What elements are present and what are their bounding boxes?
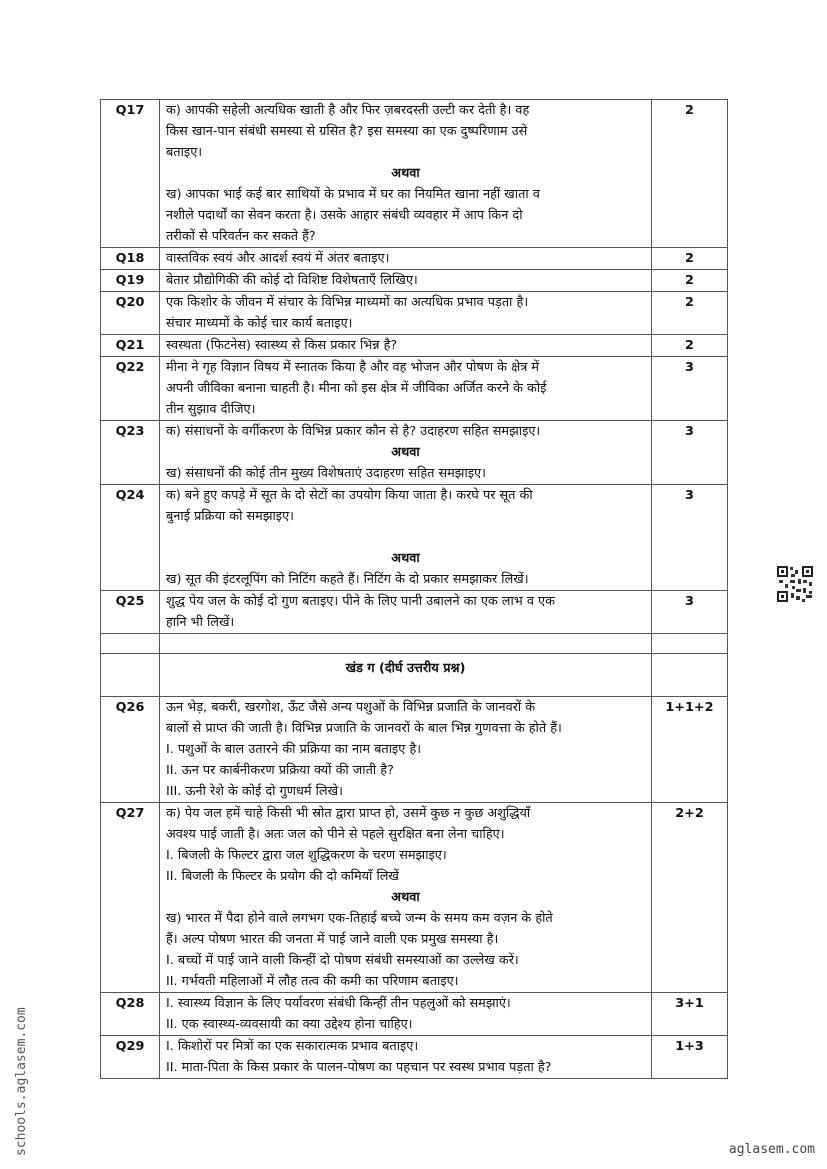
question-line: संचार माध्यमों के कोई चार कार्य बताइए। <box>166 316 353 331</box>
question-line: I. स्वास्थ्य विज्ञान के लिए पर्यावरण संबंधी किन्हीं तीन पहलुओं को समझाएं। <box>166 996 511 1011</box>
or-label: अथवा <box>391 445 420 460</box>
question-table <box>100 99 728 1079</box>
blank-row <box>101 634 728 654</box>
question-text <box>160 993 652 1036</box>
question-text <box>160 292 652 335</box>
question-number: Q24 <box>101 485 160 591</box>
question-line: वास्तविक स्वयं और आदर्श स्वयं में अंतर बताइए। <box>166 251 390 266</box>
marks: 2 <box>652 248 728 270</box>
question-line: बुनाई प्रक्रिया को समझाइए। <box>166 509 295 524</box>
side-watermark: schools.aglasem.com <box>14 1007 29 1156</box>
question-text <box>160 100 652 248</box>
qr-code <box>776 565 814 603</box>
question-number: Q26 <box>101 697 160 803</box>
question-line: स्वस्थता (फिटनेस) स्वास्थ्य से किस प्रकार भिन्न है? <box>166 338 398 353</box>
marks: 2 <box>652 100 728 248</box>
question-line: II. गर्भवती महिलाओं में लौह तत्व की कमी का परिणाम बताइए। <box>166 974 459 989</box>
question-number: Q29 <box>101 1036 160 1079</box>
question-row <box>101 421 728 485</box>
question-number: Q21 <box>101 335 160 357</box>
section-row <box>101 654 728 697</box>
question-line: नशीले पदार्थों का सेवन करता है। उसके आहार संबंधी व्यवहार में आप किन दो <box>166 208 523 223</box>
question-text <box>160 697 652 803</box>
marks: 2+2 <box>652 803 728 993</box>
question-number: Q27 <box>101 803 160 993</box>
question-number: Q22 <box>101 357 160 421</box>
question-line: क) बने हुए कपड़े में सूत के दो सेटों का उपयोग किया जाता है। करघे पर सूत की <box>166 488 533 503</box>
blank-cell <box>652 634 728 654</box>
question-row <box>101 697 728 803</box>
section-cell-right <box>652 654 728 697</box>
question-row <box>101 485 728 591</box>
marks: 2 <box>652 292 728 335</box>
question-number: Q28 <box>101 993 160 1036</box>
question-row <box>101 100 728 248</box>
question-line: हैं। अल्प पोषण भारत की जनता में पाई जाने वाली एक प्रमुख समस्या है। <box>166 932 499 947</box>
marks: 3 <box>652 485 728 591</box>
marks: 3 <box>652 591 728 634</box>
question-line: क) संसाधनों के वर्गीकरण के विभिन्न प्रकार कौन से है? उदाहरण सहित समझाइए। <box>166 424 541 439</box>
question-line: I. बिजली के फिल्टर द्वारा जल शुद्धिकरण के चरण समझाइए। <box>166 848 447 863</box>
question-line: तीन सुझाव दीजिए। <box>166 402 256 417</box>
marks: 3 <box>652 421 728 485</box>
section-cell-left <box>101 654 160 697</box>
question-line: I. बच्चों में पाई जाने वाली किन्हीं दो पोषण संबंधी समस्याओं का उल्लेख करें। <box>166 953 519 968</box>
question-row <box>101 335 728 357</box>
question-number: Q18 <box>101 248 160 270</box>
marks: 3+1 <box>652 993 728 1036</box>
question-line: ख) सूत की इंटरलूपिंग को निटिंग कहते हैं। निटिंग के दो प्रकार समझाकर लिखें। <box>166 572 529 587</box>
question-line: तरीकों से परिवर्तन कर सकते हैं? <box>166 229 316 244</box>
question-row <box>101 292 728 335</box>
question-line: ऊन भेड़, बकरी, खरगोश, ऊँट जैसे अन्य पशुओं के विभिन्न प्रजाति के जानवरों के <box>166 700 536 715</box>
question-line: I. पशुओं के बाल उतारने की प्रक्रिया का नाम बताइए है। <box>166 742 422 757</box>
or-label: अथवा <box>391 890 420 905</box>
question-row <box>101 1036 728 1079</box>
question-number: Q20 <box>101 292 160 335</box>
question-text <box>160 485 652 591</box>
question-number: Q19 <box>101 270 160 292</box>
question-line: बेतार प्रौद्योगिकी की कोई दो विशिष्ट विशेषताएँ लिखिए। <box>166 273 418 288</box>
question-text <box>160 357 652 421</box>
question-row <box>101 270 728 292</box>
question-text <box>160 591 652 634</box>
question-number: Q17 <box>101 100 160 248</box>
question-line: क) पेय जल हमें चाहे किसी भी स्रोत द्वारा प्राप्त हो, उसमें कुछ न कुछ अशुद्धियाँ <box>166 806 531 821</box>
question-line: बताइए। <box>166 145 203 160</box>
marks: 1+1+2 <box>652 697 728 803</box>
bottom-watermark: aglasem.com <box>728 1142 815 1157</box>
question-line: अपनी जीविका बनाना चाहती है। मीना को इस क्षेत्र में जीविका अर्जित करने के कोई <box>166 381 547 396</box>
question-text <box>160 1036 652 1079</box>
marks: 3 <box>652 357 728 421</box>
or-label: अथवा <box>391 166 420 181</box>
question-line: क) आपकी सहेली अत्यधिक खाती है और फिर ज़बरदस्ती उल्टी कर देती है। वह <box>166 103 530 118</box>
question-row <box>101 803 728 993</box>
question-line: ख) संसाधनों की कोई तीन मुख्य विशेषताएं उदाहरण सहित समझाइए। <box>166 466 486 481</box>
question-line: हानि भी लिखें। <box>166 615 235 630</box>
question-row <box>101 591 728 634</box>
question-line: एक किशोर के जीवन में संचार के विभिन्न माध्यमों का अत्यधिक प्रभाव पड़ता है। <box>166 295 529 310</box>
question-line: ख) भारत में पैदा होने वाले लगभग एक-तिहाई बच्चे जन्म के समय कम वज़न के होते <box>166 911 553 926</box>
section-cell <box>160 654 652 697</box>
question-text <box>160 335 652 357</box>
question-line: मीना ने गृह विज्ञान विषय में स्नातक किया है और वह भोजन और पोषण के क्षेत्र में <box>166 360 540 375</box>
question-row <box>101 357 728 421</box>
question-line: III. ऊनी रेशे के कोई दो गुणधर्म लिखे। <box>166 784 343 799</box>
question-line: I. किशोरों पर मित्रों का एक सकारात्मक प्रभाव बताइए। <box>166 1039 419 1054</box>
question-text <box>160 421 652 485</box>
marks: 2 <box>652 270 728 292</box>
question-number: Q25 <box>101 591 160 634</box>
question-line: II. बिजली के फिल्टर के प्रयोग की दो कमियाँ लिखें <box>166 869 399 884</box>
section-title: खंड ग (दीर्घ उत्तरीय प्रश्न) <box>345 661 466 676</box>
or-label: अथवा <box>391 551 420 566</box>
question-row <box>101 993 728 1036</box>
question-line: ख) आपका भाई कई बार साथियों के प्रभाव में घर का नियमित खाना नहीं खाता व <box>166 187 540 202</box>
question-line: II. ऊन पर कार्बनीकरण प्रक्रिया क्यों की जाती है? <box>166 763 394 778</box>
question-text <box>160 803 652 993</box>
question-number: Q23 <box>101 421 160 485</box>
blank-cell <box>101 634 160 654</box>
question-line: किस खान-पान संबंधी समस्या से ग्रसित है? इस समस्या का एक दुष्परिणाम उसे <box>166 124 528 139</box>
question-text <box>160 270 652 292</box>
question-row <box>101 248 728 270</box>
marks: 2 <box>652 335 728 357</box>
question-text <box>160 248 652 270</box>
question-line: बालों से प्राप्त की जाती है। विभिन्न प्रजाति के जानवरों के बाल भिन्न गुणवत्ता के होते हैं। <box>166 721 562 736</box>
question-line: II. एक स्वास्थ्य-व्यवसायी का क्या उद्देश्य होना चाहिए। <box>166 1017 413 1032</box>
blank-cell <box>160 634 652 654</box>
marks: 1+3 <box>652 1036 728 1079</box>
question-line: II. माता-पिता के किस प्रकार के पालन-पोषण का पहचान पर स्वस्थ प्रभाव पड़ता है? <box>166 1060 552 1075</box>
question-line <box>166 527 645 548</box>
question-line: शुद्ध पेय जल के कोई दो गुण बताइए। पीने के लिए पानी उबालने का एक लाभ व एक <box>166 594 555 609</box>
question-line: अवश्य पाई जाती है। अतः जल को पीने से पहले सुरक्षित बना लेना चाहिए। <box>166 827 505 842</box>
